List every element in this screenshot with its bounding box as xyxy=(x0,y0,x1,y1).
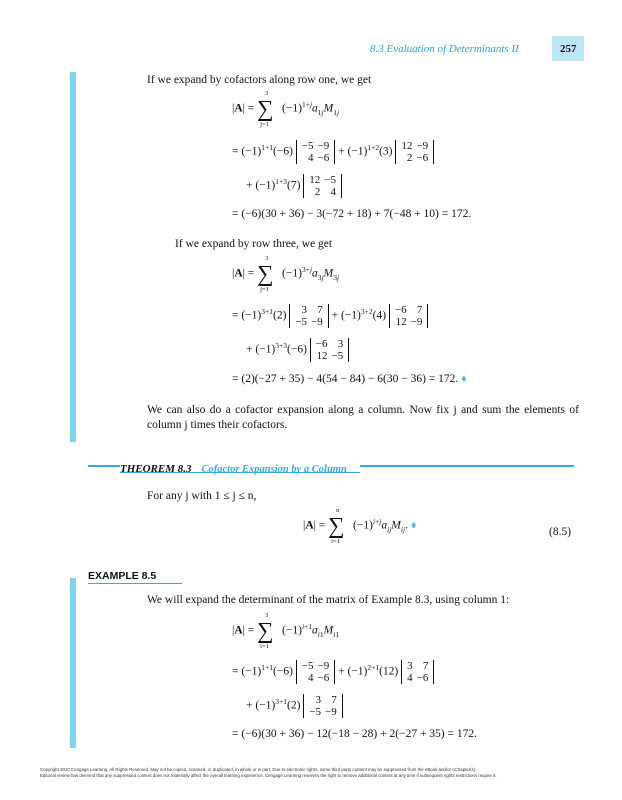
running-header: 8.3 Evaluation of Determinants II xyxy=(370,43,519,55)
example-intro: We will expand the determinant of the matrix of Example 8.3, using column 1: xyxy=(147,594,510,606)
equation-number: (8.5) xyxy=(549,526,572,538)
copyright-line-2: Editorial review has deemed that any suppressed content does not materially affect the overall learning experience. Cengage Learning reserves the right to remove additional content at any time if subsequent rights restrictions require it. xyxy=(40,773,497,778)
example-result: = (−6)(30 + 36) − 12(−18 − 28) + 2(−27 + 35) = 172. xyxy=(232,728,477,740)
determinant: 3 7 −5 −9 xyxy=(289,304,328,328)
determinant: 12 −9 2 −6 xyxy=(395,140,434,164)
accent-bar-2 xyxy=(70,578,76,748)
determinant: 3 7 4 −6 xyxy=(401,660,434,684)
row-one-line3: + $(-1)^{1+3}(7)$ 12 −5 2 4 xyxy=(246,174,342,198)
row-three-line3: + $(-1)^{3+3}(-6)$ −6 3 12 −5 xyxy=(246,338,349,362)
determinant: 12 −5 2 4 xyxy=(303,174,342,198)
determinant: −5 −9 4 −6 xyxy=(296,660,335,684)
accent-bar-1 xyxy=(70,72,76,442)
copyright-footer xyxy=(40,767,600,779)
row-one-sum: |A| = 3 ∑ j=1 $(-1)^{1+j}a_{1j}M_{1j}$ xyxy=(232,90,340,128)
end-of-example-diamond-icon: ♦ xyxy=(461,373,467,385)
copyright-line-1: Copyright 2010 Cengage Learning. All Rights Reserved. May not be copied, scanned, or duplicated, in whole or in part. Due to electronic rights, some third party content may be suppressed from the eBook and/or eChapter(s). xyxy=(40,767,477,772)
row-one-line2: = $(-1)^{1+1}(-6)$ −5 −9 4 −6 + $(-1)^{1+2}(3)$ 12 −9 2 −6 xyxy=(232,140,434,164)
example-heading: EXAMPLE 8.5 xyxy=(88,570,182,584)
example-line2: = $(-1)^{1+1}(-6)$ −5 −9 4 −6 + $(-1)^{2+1}(12)$ 3 7 4 −6 xyxy=(232,660,434,684)
example-line3: + $(-1)^{3+1}(2)$ 3 7 −5 −9 xyxy=(246,694,343,718)
sigma-icon: n ∑ i=1 xyxy=(328,507,345,545)
theorem-rule-right xyxy=(360,465,574,467)
theorem-heading: THEOREM 8.3 Cofactor Expansion by a Column xyxy=(120,459,360,473)
determinant: −5 −9 4 −6 xyxy=(296,140,335,164)
sigma-icon: 3 ∑ j=1 xyxy=(257,255,274,293)
sigma-icon: 3 ∑ i=1 xyxy=(257,612,274,650)
row-one-result: = (−6)(30 + 36) − 3(−72 + 18) + 7(−48 + 10) = 172. xyxy=(232,208,472,220)
row-three-result: = (2)(−27 + 35) − 4(54 − 84) − 6(30 − 36) = 172. ♦ xyxy=(232,373,467,385)
row-three-sum: |A| = 3 ∑ j=1 $(-1)^{3+j}a_{3j}M_{3j}$ xyxy=(232,255,340,293)
page-number: 257 xyxy=(560,43,577,55)
column-expansion-paragraph: We can also do a cofactor expansion along a column. Now fix j and sum the elements of column j times their cofactors. xyxy=(147,404,579,431)
sigma-icon: 3 ∑ j=1 xyxy=(257,90,274,128)
theorem-rule-left xyxy=(88,465,120,467)
row-one-intro: If we expand by cofactors along row one, we get xyxy=(147,74,372,86)
determinant: 3 7 −5 −9 xyxy=(303,694,342,718)
determinant: −6 3 12 −5 xyxy=(310,338,349,362)
example-sum: |A| = 3 ∑ i=1 $(-1)^{i+1}a_{i1}M_{i1}$ xyxy=(232,612,340,650)
determinant: −6 7 12 −9 xyxy=(389,304,428,328)
theorem-statement: For any j with 1 ≤ j ≤ n, xyxy=(147,490,257,502)
end-of-theorem-diamond-icon: ♦ xyxy=(410,519,417,532)
row-three-intro: If we expand by row three, we get xyxy=(175,238,333,250)
theorem-formula: |A| = n ∑ i=1 $(-1)^{i+j}a_{ij}M_{ij}$. ♦ xyxy=(303,507,417,545)
row-three-line2: = $(-1)^{3+1}(2)$ 3 7 −5 −9 + $(-1)^{3+2}(4)$ −6 7 12 −9 xyxy=(232,304,428,328)
